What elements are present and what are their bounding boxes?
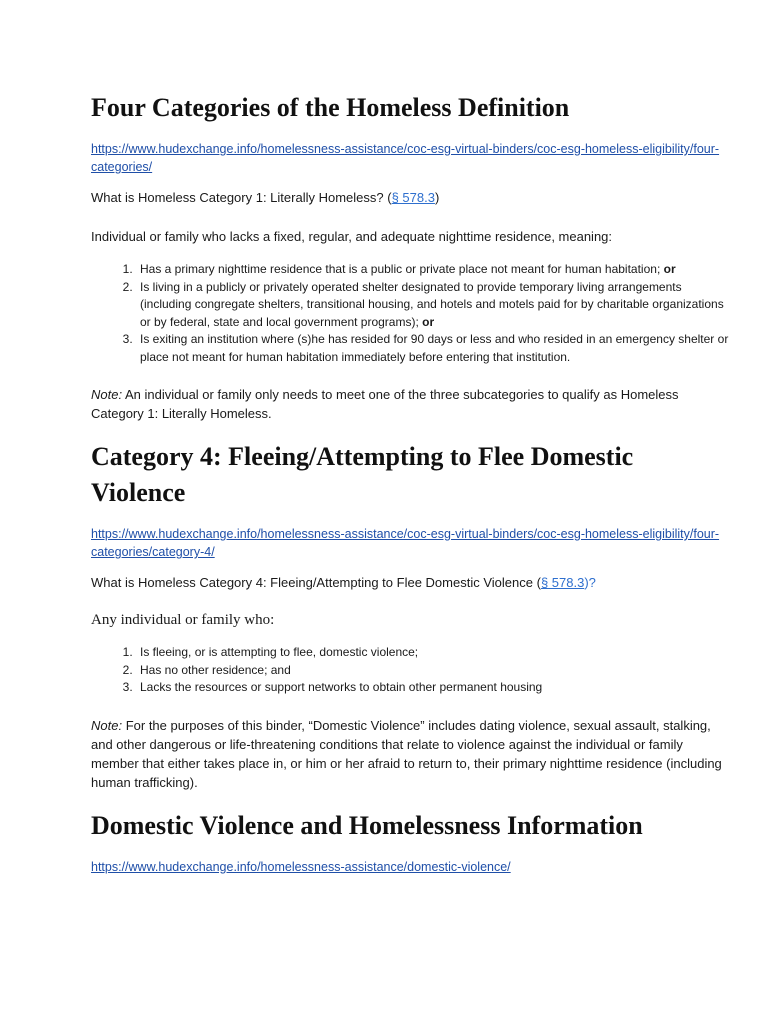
section1-intro: Individual or family who lacks a fixed, regular, and adequate nighttime residence, meaning: — [91, 229, 613, 244]
section1-question-text: What is Homeless Category 1: Literally Homeless? — [91, 190, 384, 205]
section2-link[interactable]: https://www.hudexchange.info/homelessness-assistance/coc-esg-virtual-binders/coc-esg-homeless-eligibility/four-categories/category-4/ — [91, 527, 720, 559]
section3-link[interactable]: https://www.hudexchange.info/homelessness-assistance/domestic-violence/ — [91, 859, 511, 874]
list-item: 1. Is fleeing, or is attempting to flee, domestic violence; — [136, 644, 731, 662]
section2-list — [91, 644, 731, 697]
list-item: 3. Lacks the resources or support networks to obtain other permanent housing — [136, 679, 731, 697]
list-item: 2. Has no other residence; and — [136, 662, 731, 680]
section1-list — [91, 261, 731, 366]
section2-intro: Any individual or family who: — [91, 612, 275, 628]
note-text: An individual or family only needs to meet one of the three subcategories to qualify as Homeless Category 1: Literally Homeless. — [91, 387, 679, 421]
note-text: For the purposes of this binder, “Domestic Violence” includes dating violence, sexual assault, stalking, and other dangerous or life-threatening conditions that relate to violence against the individual or family member that either takes place in, or him or her afraid to return to, their primary nighttime residence (including human trafficking). — [91, 717, 722, 790]
section1-reference-link[interactable]: § 578.3 — [391, 190, 435, 205]
section2-note — [91, 716, 731, 792]
section1-link[interactable]: https://www.hudexchange.info/homelessness-assistance/coc-esg-virtual-binders/coc-esg-homeless-eligibility/four-categories/ — [91, 142, 720, 174]
section2-question-text: What is Homeless Category 4: Fleeing/Attempting to Flee Domestic Violence — [91, 575, 533, 590]
section1-question: What is Homeless Category 1: Literally Homeless? (§ 578.3) — [91, 190, 440, 205]
note-label: Note: — [91, 387, 123, 402]
section2-reference-link[interactable]: § 578.3 — [540, 575, 585, 590]
document-body — [91, 90, 731, 876]
list-item: 2. Is living in a publicly or privately operated shelter designated to provide temporary living arrangements (including congregate shelters, transitional housing, and hotels and motels paid for by charitable organizations or by federal, state and local government programs); or — [136, 279, 731, 332]
section2-question: What is Homeless Category 4: Fleeing/Attempting to Flee Domestic Violence (§ 578.3)? — [91, 575, 596, 590]
section3-heading: Domestic Violence and Homelessness Information — [91, 810, 643, 840]
section1-note — [91, 385, 731, 423]
list-item: 1. Has a primary nighttime residence that is a public or private place not meant for human habitation; or — [136, 261, 731, 279]
section2-heading: Category 4: Fleeing/Attempting to Flee Domestic Violence — [91, 442, 634, 507]
note-label: Note: — [91, 717, 123, 733]
list-item: 3. Is exiting an institution where (s)he has resided for 90 days or less and who resided in an emergency shelter or place not meant for human habitation immediately before entering that institution. — [136, 331, 731, 366]
section1-heading: Four Categories of the Homeless Definition — [91, 93, 570, 122]
